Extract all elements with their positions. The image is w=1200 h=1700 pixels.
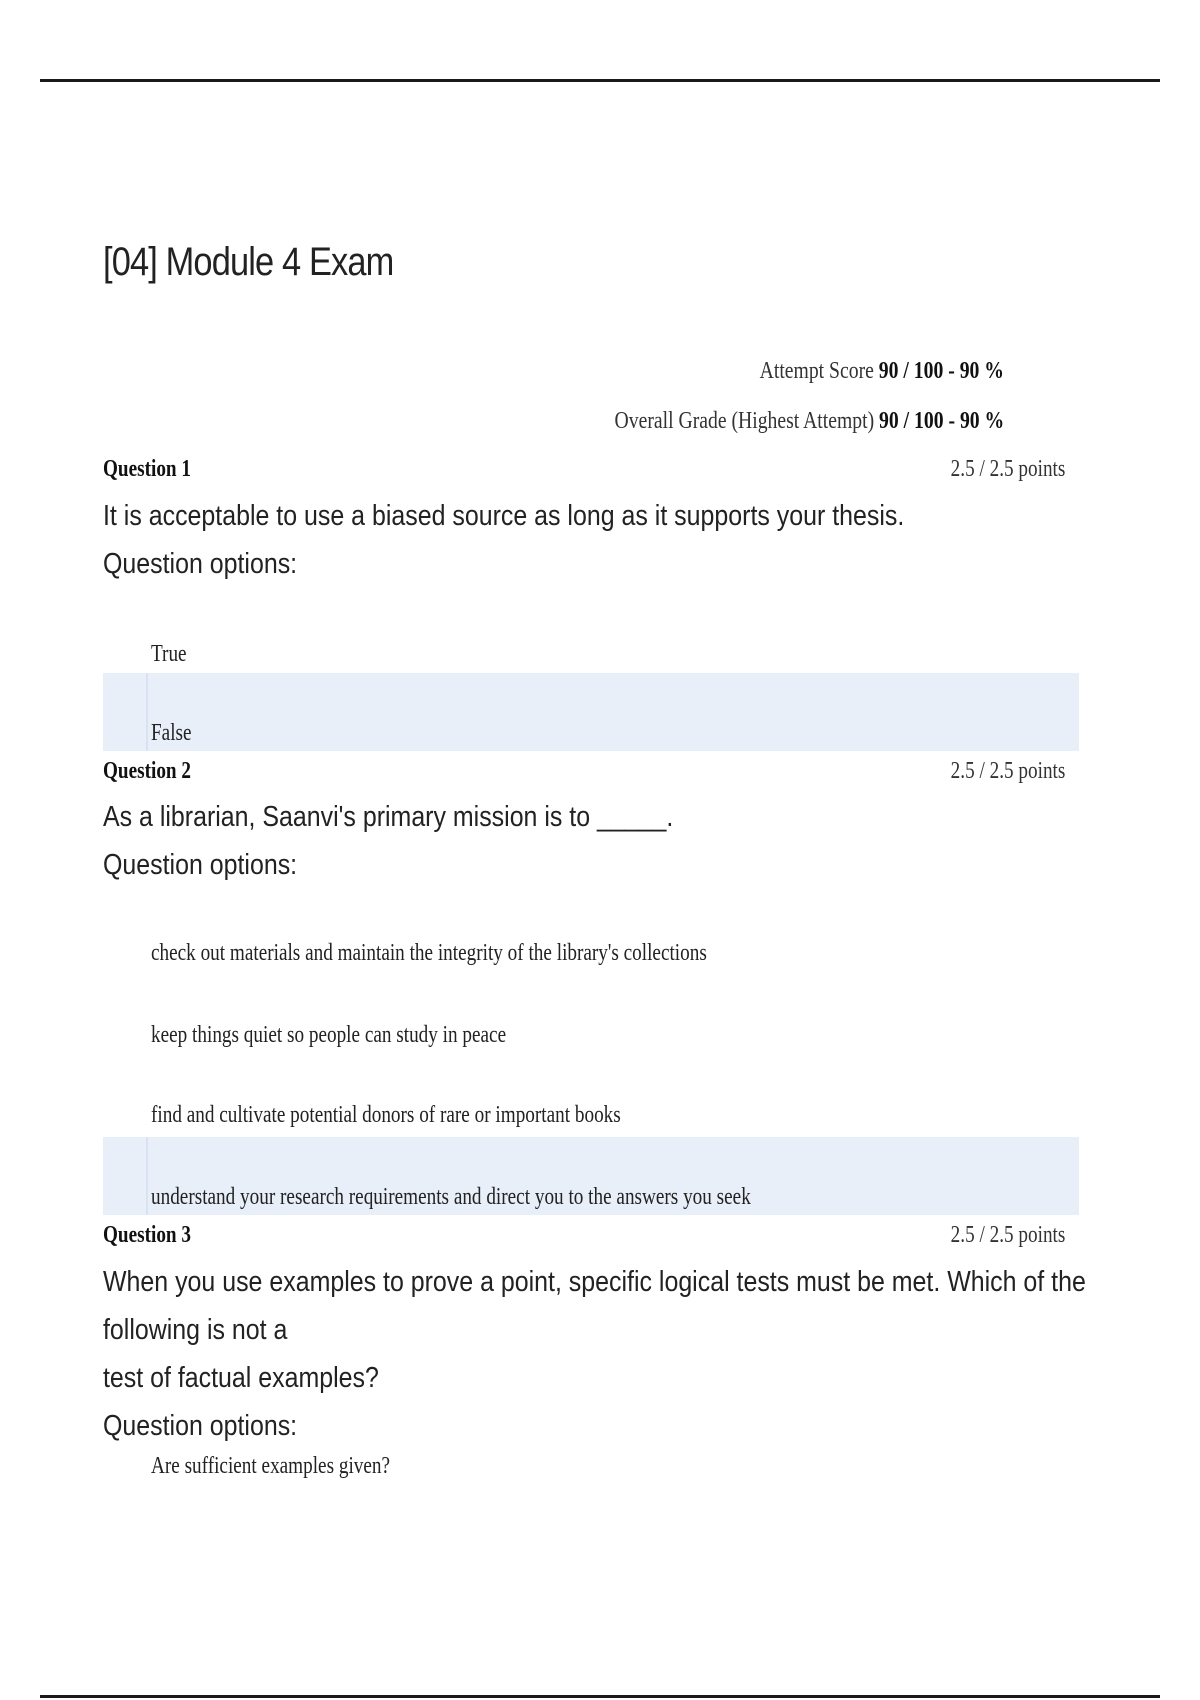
- option-label: False: [151, 720, 192, 746]
- question-text: It is acceptable to use a biased source as long as it supports your thesis.: [103, 500, 905, 532]
- option-true[interactable]: [103, 594, 1079, 672]
- question-options-label: Question options:: [103, 1410, 298, 1442]
- option-find-donors[interactable]: [103, 1055, 1079, 1133]
- option-label: True: [151, 641, 187, 667]
- top-divider: [40, 79, 1160, 82]
- option-keep-things-quiet[interactable]: [103, 975, 1079, 1053]
- question-label: Question 3: [103, 1222, 192, 1248]
- option-understand-research[interactable]: [103, 1137, 1079, 1215]
- option-label: Are sufficient examples given?: [151, 1453, 391, 1479]
- option-check-out-materials[interactable]: [103, 893, 1079, 971]
- selection-indicator: [146, 1137, 148, 1215]
- selection-indicator: [146, 975, 148, 1053]
- question-label: Question 2: [103, 758, 192, 784]
- option-label: keep things quiet so people can study in peace: [151, 1022, 507, 1048]
- overall-grade-label: Overall Grade (Highest Attempt): [614, 408, 874, 434]
- attempt-score-label: Attempt Score: [759, 358, 874, 384]
- option-label: find and cultivate potential donors of rare or important books: [151, 1102, 621, 1128]
- option-sufficient-examples[interactable]: [103, 1406, 1079, 1484]
- question-points: 2.5 / 2.5 points: [950, 758, 1065, 784]
- option-label: check out materials and maintain the integrity of the library's collections: [151, 940, 707, 966]
- question-points: 2.5 / 2.5 points: [950, 1222, 1065, 1248]
- question-text-line-1: When you use examples to prove a point, specific logical tests must be met. Which of the following is not a: [103, 1266, 1086, 1346]
- option-label: understand your research requirements and direct you to the answers you seek: [151, 1184, 751, 1210]
- selection-indicator: [146, 893, 148, 971]
- overall-grade-value: 90 / 100 - 90 %: [878, 408, 1004, 434]
- overall-grade: [614, 408, 1004, 435]
- attempt-score: [760, 358, 1004, 385]
- question-1-text: [103, 492, 963, 588]
- question-text-line-2: test of factual examples?: [103, 1362, 379, 1394]
- attempt-score-value: 90 / 100 - 90 %: [878, 358, 1004, 384]
- selection-indicator: [146, 1055, 148, 1133]
- option-false[interactable]: [103, 673, 1079, 751]
- page-title: [04] Module 4 Exam: [103, 240, 394, 284]
- question-2-text: [103, 793, 963, 889]
- question-label: Question 1: [103, 456, 192, 482]
- question-text: As a librarian, Saanvi's primary mission is to _____.: [103, 801, 674, 833]
- question-options-label: Question options:: [103, 548, 298, 580]
- bottom-divider: [40, 1695, 1160, 1698]
- selection-indicator: [146, 1406, 148, 1484]
- question-options-label: Question options:: [103, 849, 298, 881]
- question-points: 2.5 / 2.5 points: [950, 456, 1065, 482]
- selection-indicator: [146, 673, 148, 751]
- selection-indicator: [146, 594, 148, 672]
